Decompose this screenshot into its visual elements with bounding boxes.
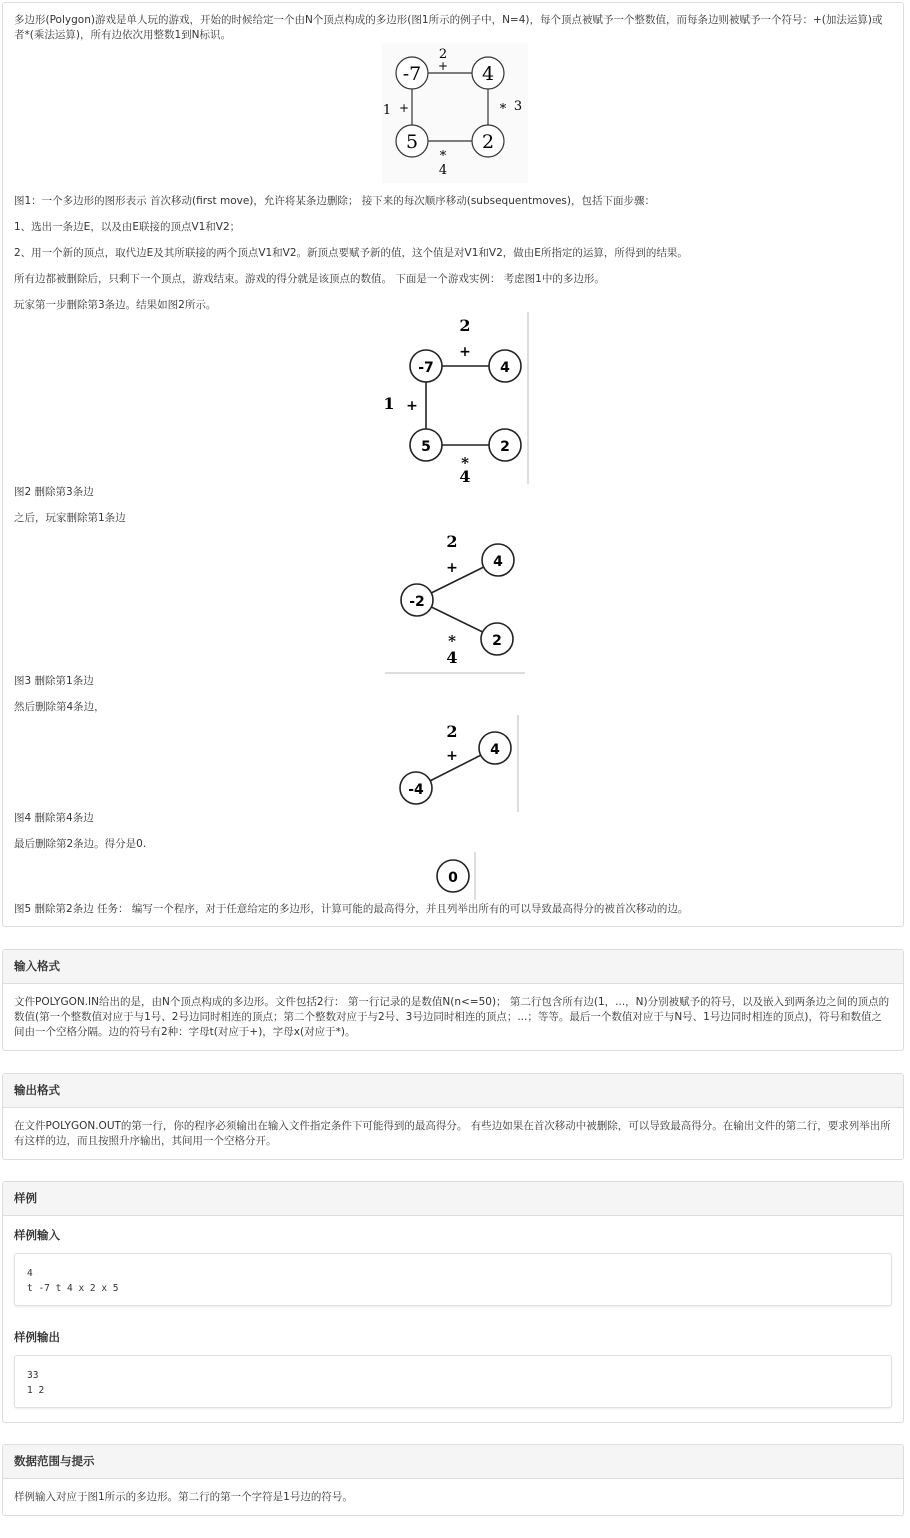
svg-text:5: 5 [405, 131, 419, 153]
svg-text:4: 4 [493, 554, 503, 570]
fig3-node [482, 544, 514, 576]
fig1-edge-label: 4 [438, 163, 448, 178]
fig3-node [481, 623, 513, 655]
figure-4 [394, 715, 520, 812]
fig3-caption: 图3 删除第1条边 [14, 675, 94, 687]
figure-1 [382, 43, 528, 183]
fig5-node [437, 860, 469, 892]
svg-text:2: 2 [492, 633, 502, 649]
svg-text:-4: -4 [408, 782, 424, 798]
fig5-caption-task: 图5 删除第2条边 任务： 编写一个程序，对于任意给定的多边形，计算可能的最高得分，并且列举出所有的可以导致最高得分的被首次移动的边。 [14, 903, 689, 915]
svg-text:-2: -2 [409, 594, 425, 610]
sample-input-block[interactable]: 4 t -7 t 4 x 2 x 5 [14, 1253, 892, 1306]
fig2-node [410, 350, 442, 382]
sample-input-label: 样例输入 [14, 1228, 60, 1242]
sample-title: 样例 [3, 1182, 903, 1216]
output-format-title: 输出格式 [3, 1074, 903, 1108]
last-step-text: 最后删除第2条边。得分是0. [14, 838, 147, 850]
fig2-node [410, 429, 442, 461]
fig4-edge-label: + [446, 748, 458, 764]
fig1-edge-label: * [499, 102, 507, 117]
fig1-edge-label: + [437, 59, 449, 73]
fig4-edge-label: 2 [446, 722, 458, 741]
svg-text:4: 4 [500, 360, 510, 376]
fig2-edge-label: 4 [459, 467, 471, 484]
svg-text:5: 5 [421, 439, 431, 455]
fig1-node [472, 125, 504, 157]
output-format-text: 在文件POLYGON.OUT的第一行，你的程序必须输出在输入文件指定条件下可能得到的最高得分。 有些边如果在首次移动中被删除，可以导致最高得分。在输出文件的第二行，要求列举出所有这样的边，而且按照升序输出，其间用一个空格分开。 [14, 1120, 891, 1147]
figure-5 [432, 852, 476, 900]
figure-3 [385, 527, 525, 675]
fig2-edge-label: + [406, 398, 418, 414]
fig1-edge-label: 3 [513, 99, 523, 114]
fig1-node [472, 57, 504, 89]
fig3-edge-label: + [446, 560, 458, 576]
fig1-edge-label: 1 [382, 103, 392, 118]
fig2-node [489, 350, 521, 382]
sample-output-label: 样例输出 [14, 1330, 60, 1344]
sample-card [2, 1181, 904, 1423]
fig1-node [396, 57, 428, 89]
fig3-edge-label: 4 [446, 648, 458, 667]
sample-output-block[interactable]: 33 1 2 [14, 1355, 892, 1408]
svg-text:-7: -7 [418, 360, 434, 376]
intro-text: 多边形(Polygon)游戏是单人玩的游戏，开始的时候给定一个由N个顶点构成的多边形(图1所示的例子中，N=4)，每个顶点被赋予一个整数值，而每条边则被赋予一个符号：+(加法运算)或者*(乘法运算)，所有边依次用整数1到N标识。 [14, 14, 883, 41]
hint-text: 样例输入对应于图1所示的多边形。第二行的第一个字符是1号边的符号。 [14, 1491, 353, 1503]
then-delete-1-text: 之后，玩家删除第1条边 [14, 512, 126, 524]
then-delete-4-text: 然后删除第4条边， [14, 701, 105, 713]
fig4-caption: 图4 删除第4条边 [14, 812, 94, 824]
fig4-node [400, 772, 432, 804]
svg-text:4: 4 [481, 63, 495, 85]
fig1-edge-label: * [439, 149, 447, 164]
figure-2 [382, 312, 530, 484]
fig3-node [401, 584, 433, 616]
svg-text:2: 2 [481, 131, 495, 153]
svg-text:0: 0 [448, 870, 458, 886]
fig1-node [396, 125, 428, 157]
fig2-caption: 图2 删除第3条边 [14, 486, 94, 498]
fig1-edge-label: 2 [438, 47, 448, 62]
fig2-edge-label: * [461, 454, 469, 472]
input-format-card [2, 949, 904, 1051]
hint-title: 数据范围与提示 [3, 1445, 903, 1479]
fig1-edge-label: + [398, 101, 410, 115]
step-2-text: 2、用一个新的顶点，取代边E及其所联接的两个顶点V1和V2。新顶点要赋予新的值，这个值是对V1和V2，做由E所指定的运算，所得到的结果。 [14, 247, 688, 259]
svg-text:-7: -7 [402, 63, 422, 85]
fig4-node [479, 732, 511, 764]
fig2-edge-label: 1 [383, 394, 395, 413]
output-format-card [2, 1073, 904, 1160]
fig2-edge-label: 2 [459, 316, 471, 335]
first-step-text: 玩家第一步删除第3条边。结果如图2所示。 [14, 299, 217, 311]
fig2-edge-label: + [459, 344, 471, 360]
end-rule-text: 所有边都被删除后，只剩下一个顶点，游戏结束。游戏的得分就是该顶点的数值。 下面是一个游戏实例： 考虑图1中的多边形。 [14, 273, 605, 285]
svg-text:2: 2 [500, 439, 510, 455]
fig2-node [489, 429, 521, 461]
svg-text:4: 4 [490, 742, 500, 758]
fig1-caption: 图1：一个多边形的图形表示 首次移动(first move)，允许将某条边删除； 接下来的每次顺序移动(subsequentmoves)，包括下面步骤： [14, 195, 655, 207]
hint-card [2, 1444, 904, 1516]
fig3-edge-label: 2 [446, 532, 458, 551]
input-format-title: 输入格式 [3, 950, 903, 984]
input-format-text: 文件POLYGON.IN给出的是，由N个顶点构成的多边形。文件包括2行： 第一行记录的是数值N(n<=50)； 第二行包含所有边(1，...，N)分别被赋予的符号，以及嵌入到两条边之间的顶点的数值(第一个整数值对应于与1号、2号边同时相连的顶点；第二个整数对应于与2号、3号边同时相连的顶点；...；等等。最后一个数值对应于与N号、1号边同时相连的顶点)，符号和数值之间由一个空格分隔。边的符号有2种：字母t(对应于+)，字母x(对应于*)。 [14, 996, 890, 1038]
description-card [2, 2, 904, 927]
fig3-edge-label: * [448, 632, 456, 650]
step-1-text: 1、选出一条边E，以及由E联接的顶点V1和V2； [14, 221, 241, 233]
